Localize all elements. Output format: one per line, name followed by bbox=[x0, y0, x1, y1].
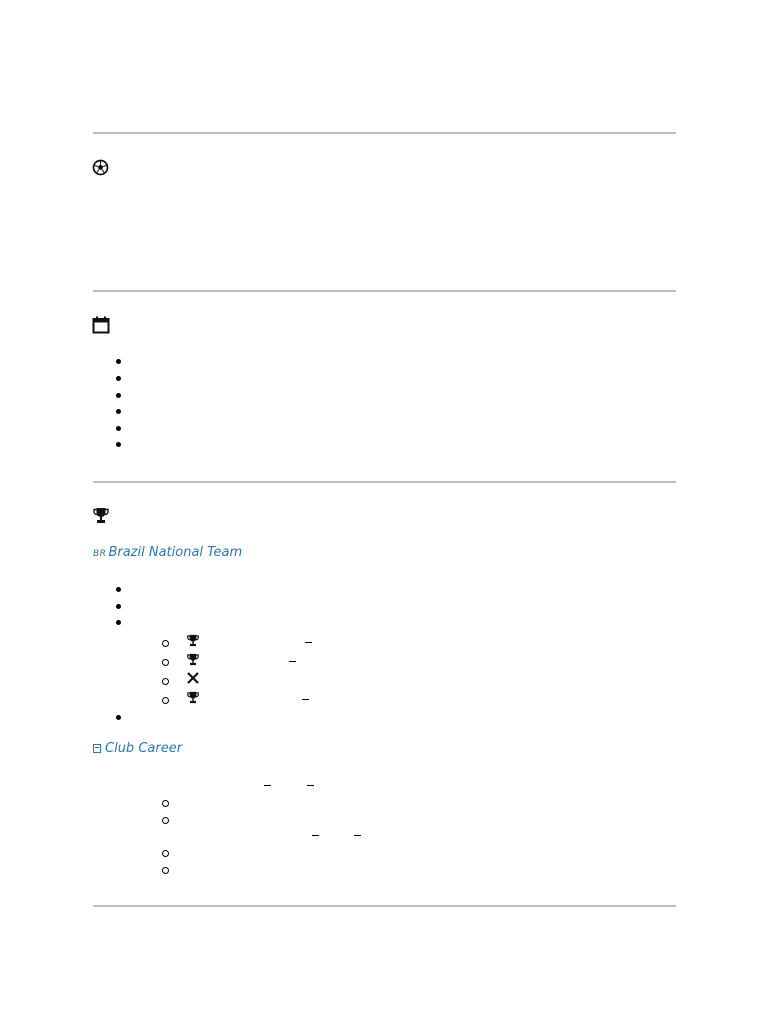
list-item bbox=[116, 359, 121, 364]
document-icon bbox=[93, 744, 101, 753]
list-item bbox=[116, 620, 121, 625]
list-item bbox=[116, 409, 121, 414]
calendar-icon bbox=[92, 316, 110, 334]
list-item bbox=[116, 376, 121, 381]
national-team-link[interactable] bbox=[93, 545, 242, 560]
sub-list-item bbox=[162, 697, 169, 704]
sub-list-item bbox=[162, 850, 169, 857]
sub-list-item bbox=[162, 867, 169, 874]
dash-separator bbox=[354, 835, 361, 836]
section-divider bbox=[93, 290, 676, 292]
sub-list-item bbox=[162, 800, 169, 807]
trophy-icon bbox=[187, 691, 199, 703]
trophy-icon bbox=[187, 653, 199, 665]
section-divider bbox=[93, 132, 676, 134]
dash-separator bbox=[302, 699, 309, 700]
section-divider bbox=[93, 481, 676, 483]
sub-list-item bbox=[162, 678, 169, 685]
cross-icon bbox=[186, 671, 198, 683]
club-career-title: Club Career bbox=[105, 741, 183, 756]
trophy-icon bbox=[187, 634, 199, 646]
national-team-title: Brazil National Team bbox=[108, 545, 243, 560]
dash-separator bbox=[305, 642, 312, 643]
dash-separator bbox=[264, 785, 271, 786]
soccer-ball-icon bbox=[92, 159, 110, 177]
dash-separator bbox=[289, 661, 296, 662]
brazil-flag-icon: BR bbox=[93, 549, 107, 559]
list-item bbox=[116, 715, 121, 720]
list-item bbox=[116, 426, 121, 431]
sub-list-item bbox=[162, 640, 169, 647]
sub-list-item bbox=[162, 659, 169, 666]
section-divider bbox=[93, 905, 676, 907]
list-item bbox=[116, 393, 121, 398]
trophy-icon bbox=[93, 507, 111, 525]
list-item bbox=[116, 604, 121, 609]
list-item bbox=[116, 587, 121, 592]
sub-list-item bbox=[162, 817, 169, 824]
list-item bbox=[116, 442, 121, 447]
dash-separator bbox=[307, 785, 314, 786]
dash-separator bbox=[312, 835, 319, 836]
club-career-link[interactable] bbox=[93, 741, 182, 756]
